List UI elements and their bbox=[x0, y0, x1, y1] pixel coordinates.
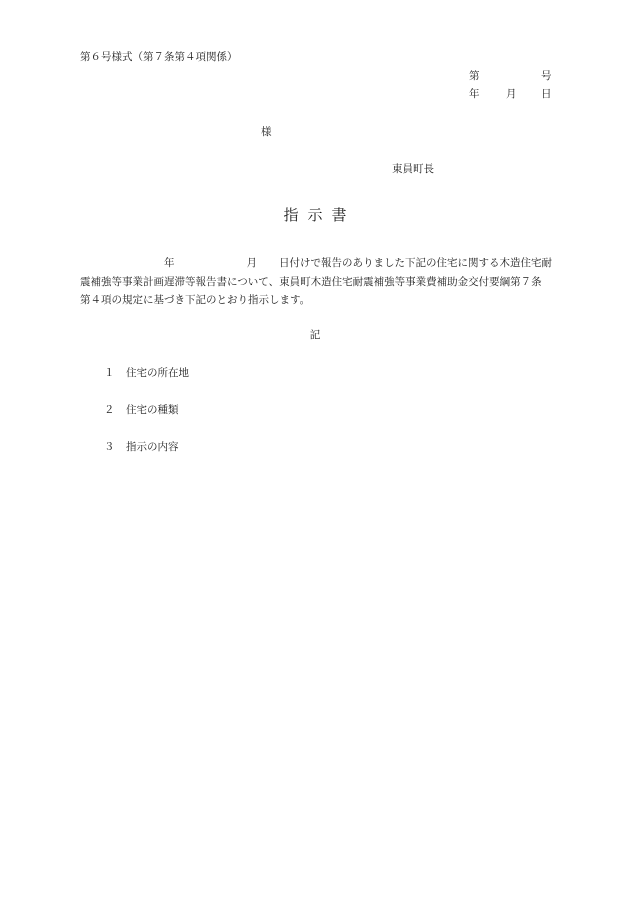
date-day-label: 日 bbox=[541, 88, 552, 100]
item-number: １ bbox=[104, 367, 115, 379]
addressee-suffix: 様 bbox=[261, 126, 272, 138]
list-item bbox=[104, 405, 179, 416]
body-year-label: 年 bbox=[164, 257, 175, 269]
body-month-label: 月 bbox=[246, 257, 257, 269]
body-text bbox=[80, 254, 552, 310]
date-year-label: 年 bbox=[469, 88, 480, 100]
item-label: 住宅の所在地 bbox=[126, 367, 189, 379]
date-month-label: 月 bbox=[506, 88, 517, 100]
list-item bbox=[104, 442, 179, 453]
document-title: 指示書 bbox=[283, 206, 356, 224]
item-label: 住宅の種類 bbox=[126, 404, 179, 416]
item-number: ３ bbox=[104, 441, 115, 453]
ki-heading: 記 bbox=[309, 329, 321, 341]
document-number-prefix: 第 bbox=[469, 70, 480, 82]
item-number: ２ bbox=[104, 404, 115, 416]
list-item bbox=[104, 368, 189, 379]
document-number-suffix: 号 bbox=[541, 70, 552, 82]
item-label: 指示の内容 bbox=[126, 441, 179, 453]
issuer: 東員町長 bbox=[392, 163, 434, 175]
form-number: 第６号様式（第７条第４項関係） bbox=[80, 51, 238, 63]
body-main-text: 日付けで報告のありました下記の住宅に関する木造住宅耐震補強等事業計画遅滞等報告書について、東員町木造住宅耐震補強等事業費補助金交付要綱第７条第４項の規定に基づき下記のとおり指示します。 bbox=[80, 257, 552, 306]
